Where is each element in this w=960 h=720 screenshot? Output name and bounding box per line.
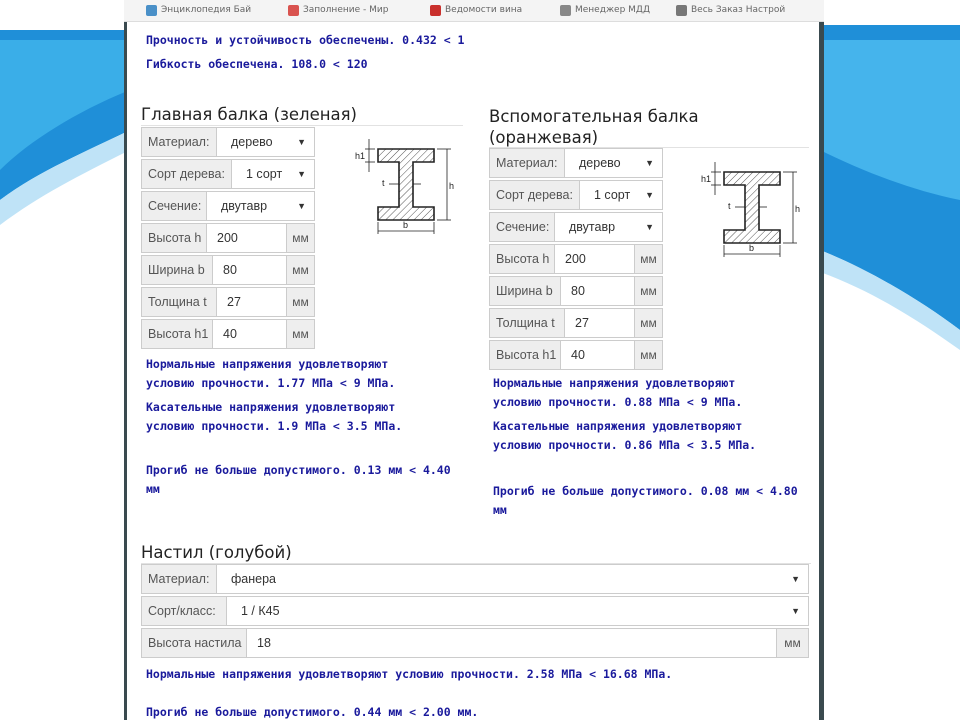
- aux-result-deflection: [493, 482, 798, 520]
- aux-grade-label: Сорт дерева:: [489, 180, 580, 210]
- dim-label-t: t: [728, 201, 731, 211]
- aux-thickness-input[interactable]: 27: [565, 308, 635, 338]
- decking-material-label: Материал:: [141, 564, 217, 594]
- site-icon: [676, 5, 687, 16]
- main-section-label: Сечение:: [141, 191, 207, 221]
- unit-addon: мм: [635, 244, 663, 274]
- main-grade-row: [141, 159, 315, 189]
- decking-material-row: [141, 564, 809, 594]
- bookmark-item[interactable]: Энциклопедия Бай: [146, 4, 251, 16]
- aux-h1-row: [489, 340, 663, 370]
- main-grade-label: Сорт дерева:: [141, 159, 232, 189]
- calculator-page: [124, 22, 824, 720]
- bookmarks-bar: [124, 0, 824, 22]
- site-icon: [430, 5, 441, 16]
- main-thickness-label: Толщина t: [141, 287, 217, 317]
- slide-background-right: [820, 0, 960, 720]
- summary-strength: Прочность и устойчивость обеспечены. 0.432 < 1: [146, 33, 465, 47]
- aux-section-label: Сечение:: [489, 212, 555, 242]
- aux-width-label: Ширина b: [489, 276, 561, 306]
- aux-section-row: [489, 212, 663, 242]
- main-h1-label: Высота h1: [141, 319, 213, 349]
- result-line: Прогиб не больше допустимого. 0.08 мм < 4.80: [493, 484, 798, 498]
- decking-title: Настил (голубой): [141, 543, 292, 562]
- chevron-down-icon: ▼: [791, 606, 800, 616]
- dim-label-h: h: [449, 181, 455, 191]
- decking-class-select[interactable]: 1 / К45 ▼: [227, 596, 809, 626]
- unit-addon: мм: [635, 340, 663, 370]
- main-thickness-input[interactable]: 27: [217, 287, 287, 317]
- main-width-label: Ширина b: [141, 255, 213, 285]
- decking-height-input[interactable]: 18: [247, 628, 777, 658]
- decking-class-label: Сорт/класс:: [141, 596, 227, 626]
- unit-addon: мм: [287, 255, 315, 285]
- chevron-down-icon: ▼: [297, 201, 306, 211]
- aux-thickness-row: [489, 308, 663, 338]
- main-material-row: [141, 127, 315, 157]
- result-line: условию прочности. 0.86 МПа < 3.5 МПа.: [493, 438, 757, 452]
- result-line: Нормальные напряжения удовлетворяют: [493, 376, 736, 390]
- decking-height-row: [141, 628, 809, 658]
- aux-height-input[interactable]: 200: [555, 244, 635, 274]
- aux-beam-title-line: Вспомогательная балка: [489, 107, 699, 126]
- unit-addon: мм: [287, 223, 315, 253]
- result-line: мм: [146, 482, 160, 496]
- unit-addon: мм: [635, 308, 663, 338]
- aux-height-label: Высота h: [489, 244, 555, 274]
- dim-label-b: b: [403, 220, 409, 230]
- main-section-row: [141, 191, 315, 221]
- divider: [141, 125, 463, 126]
- dim-label-t: t: [382, 178, 385, 188]
- main-height-label: Высота h: [141, 223, 207, 253]
- bookmark-item[interactable]: Менеджер МДД: [560, 4, 650, 16]
- result-line: мм: [493, 503, 507, 517]
- aux-h1-label: Высота h1: [489, 340, 561, 370]
- chevron-down-icon: ▼: [791, 574, 800, 584]
- aux-h1-input[interactable]: 40: [561, 340, 635, 370]
- site-icon: [146, 5, 157, 16]
- aux-result-normal: [493, 374, 742, 412]
- i-beam-section-diagram: [351, 134, 461, 244]
- result-line: Касательные напряжения удовлетворяют: [146, 400, 396, 414]
- aux-material-select[interactable]: дерево ▼: [565, 148, 663, 178]
- dim-label-b: b: [749, 243, 755, 253]
- main-section-select[interactable]: двутавр ▼: [207, 191, 315, 221]
- main-beam-title: Главная балка (зеленая): [141, 105, 357, 124]
- main-thickness-row: [141, 287, 315, 317]
- unit-addon: мм: [287, 287, 315, 317]
- chevron-down-icon: ▼: [645, 222, 654, 232]
- chevron-down-icon: ▼: [645, 158, 654, 168]
- main-width-row: [141, 255, 315, 285]
- main-material-select[interactable]: дерево ▼: [217, 127, 315, 157]
- site-icon: [288, 5, 299, 16]
- decking-result-deflection: Прогиб не больше допустимого. 0.44 мм < 2.00 мм.: [146, 705, 479, 719]
- aux-result-shear: [493, 417, 756, 455]
- decking-class-row: [141, 596, 809, 626]
- aux-width-input[interactable]: 80: [561, 276, 635, 306]
- summary-slenderness: Гибкость обеспечена. 108.0 < 120: [146, 57, 368, 71]
- bookmark-item[interactable]: Ведомости вина: [430, 4, 522, 16]
- main-h1-input[interactable]: 40: [213, 319, 287, 349]
- decking-height-label: Высота настила: [141, 628, 247, 658]
- chevron-down-icon: ▼: [297, 169, 306, 179]
- decking-material-select[interactable]: фанера ▼: [217, 564, 809, 594]
- main-height-input[interactable]: 200: [207, 223, 287, 253]
- main-material-label: Материал:: [141, 127, 217, 157]
- slide-background-left: [0, 0, 130, 720]
- dim-label-h: h: [795, 204, 801, 214]
- result-line: Нормальные напряжения удовлетворяют: [146, 357, 389, 371]
- dim-label-h1: h1: [701, 174, 712, 184]
- main-result-deflection: [146, 461, 451, 499]
- aux-grade-select[interactable]: 1 сорт ▼: [580, 180, 663, 210]
- bookmark-item[interactable]: Заполнение - Мир: [288, 4, 388, 16]
- aux-material-label: Материал:: [489, 148, 565, 178]
- chevron-down-icon: ▼: [645, 190, 654, 200]
- main-result-shear: [146, 398, 402, 436]
- main-height-row: [141, 223, 315, 253]
- site-icon: [560, 5, 571, 16]
- bookmark-item[interactable]: Весь Заказ Настрой: [676, 4, 785, 16]
- result-line: условию прочности. 1.77 МПа < 9 МПа.: [146, 376, 396, 390]
- chevron-down-icon: ▼: [297, 137, 306, 147]
- aux-grade-row: [489, 180, 663, 210]
- aux-section-select[interactable]: двутавр ▼: [555, 212, 663, 242]
- dim-label-h1: h1: [355, 151, 366, 161]
- main-result-normal: [146, 355, 395, 393]
- aux-height-row: [489, 244, 663, 274]
- aux-thickness-label: Толщина t: [489, 308, 565, 338]
- aux-beam-title-line: (оранжевая): [489, 128, 599, 147]
- aux-width-row: [489, 276, 663, 306]
- i-beam-section-diagram: [697, 157, 807, 267]
- unit-addon: мм: [777, 628, 809, 658]
- main-grade-select[interactable]: 1 сорт ▼: [232, 159, 315, 189]
- aux-beam-title: [489, 106, 699, 148]
- main-h1-row: [141, 319, 315, 349]
- result-line: условию прочности. 0.88 МПа < 9 МПа.: [493, 395, 743, 409]
- aux-material-row: [489, 148, 663, 178]
- result-line: условию прочности. 1.9 МПа < 3.5 МПа.: [146, 419, 403, 433]
- unit-addon: мм: [287, 319, 315, 349]
- result-line: Прогиб не больше допустимого. 0.13 мм < 4.40: [146, 463, 451, 477]
- unit-addon: мм: [635, 276, 663, 306]
- main-width-input[interactable]: 80: [213, 255, 287, 285]
- result-line: Касательные напряжения удовлетворяют: [493, 419, 743, 433]
- decking-result-normal: Нормальные напряжения удовлетворяют условию прочности. 2.58 МПа < 16.68 МПа.: [146, 667, 673, 681]
